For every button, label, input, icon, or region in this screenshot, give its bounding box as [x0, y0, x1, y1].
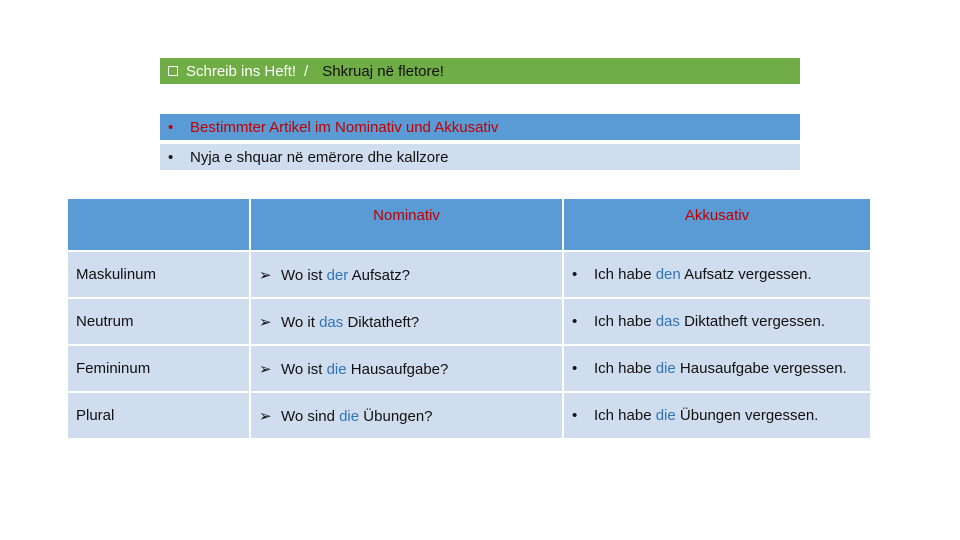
dot-bullet-icon: • — [572, 266, 578, 283]
answer-rest: Diktatheft vergessen. — [684, 313, 825, 330]
dot-bullet-icon: • — [168, 118, 174, 136]
checkbox-icon — [168, 66, 178, 76]
instruction-albanian: Shkruaj në fletore! — [322, 62, 444, 80]
answer-prefix: Ich habe — [594, 313, 652, 330]
question-noun: Diktatheft? — [347, 313, 420, 331]
nominativ-example — [250, 298, 563, 345]
article-nominativ: die — [326, 360, 347, 378]
akkusativ-example — [563, 392, 871, 439]
akkusativ-example — [563, 345, 871, 392]
gender-label: Femininum — [67, 345, 250, 392]
question-prefix: Wo sind — [281, 407, 335, 425]
gender-label: Neutrum — [67, 298, 250, 345]
akkusativ-example — [563, 251, 871, 298]
answer-prefix: Ich habe — [594, 266, 652, 283]
answer-prefix: Ich habe — [594, 360, 652, 377]
article-nominativ: das — [319, 313, 344, 331]
question-prefix: Wo ist — [281, 266, 323, 284]
heading-albanian-text: Nyja e shquar në emërore dhe kallzore — [190, 148, 449, 166]
dot-bullet-icon: • — [572, 313, 578, 330]
answer-prefix: Ich habe — [594, 407, 652, 424]
answer-rest: Hausaufgabe vergessen. — [679, 360, 847, 377]
question-noun: Übungen? — [363, 407, 433, 425]
heading-albanian — [160, 144, 800, 170]
arrow-bullet-icon: ➢ — [259, 313, 272, 331]
question-noun: Hausaufgabe? — [350, 360, 449, 378]
dot-bullet-icon: • — [572, 360, 578, 377]
dot-bullet-icon: • — [168, 148, 174, 166]
article-akkusativ: das — [655, 313, 680, 330]
arrow-bullet-icon: ➢ — [259, 407, 272, 425]
akkusativ-example — [563, 298, 871, 345]
table-row — [67, 298, 871, 345]
article-akkusativ: die — [655, 360, 676, 377]
column-header-nominativ: Nominativ — [250, 198, 563, 251]
instruction-german: Schreib ins Heft! — [186, 62, 297, 80]
column-header-gender — [67, 198, 250, 251]
dot-bullet-icon: • — [572, 407, 578, 424]
article-akkusativ: den — [655, 266, 681, 283]
article-nominativ: der — [326, 266, 349, 284]
arrow-bullet-icon: ➢ — [259, 266, 272, 284]
instruction-separator: / — [304, 62, 309, 80]
heading-german — [160, 114, 800, 140]
table-row — [67, 345, 871, 392]
article-table — [66, 197, 872, 440]
article-nominativ: die — [339, 407, 360, 425]
table-row — [67, 392, 871, 439]
nominativ-example — [250, 345, 563, 392]
nominativ-example — [250, 392, 563, 439]
question-noun: Aufsatz? — [351, 266, 410, 284]
table-row — [67, 251, 871, 298]
nominativ-example — [250, 251, 563, 298]
article-akkusativ: die — [655, 407, 676, 424]
table-header-row — [67, 198, 871, 251]
answer-rest: Aufsatz vergessen. — [684, 266, 812, 283]
instruction-banner — [160, 58, 800, 84]
heading-german-text: Bestimmter Artikel im Nominativ und Akkusativ — [190, 118, 499, 136]
gender-label: Maskulinum — [67, 251, 250, 298]
arrow-bullet-icon: ➢ — [259, 360, 272, 378]
question-prefix: Wo ist — [281, 360, 323, 378]
gender-label: Plural — [67, 392, 250, 439]
column-header-akkusativ: Akkusativ — [563, 198, 871, 251]
question-prefix: Wo it — [281, 313, 315, 331]
answer-rest: Übungen vergessen. — [679, 407, 819, 424]
